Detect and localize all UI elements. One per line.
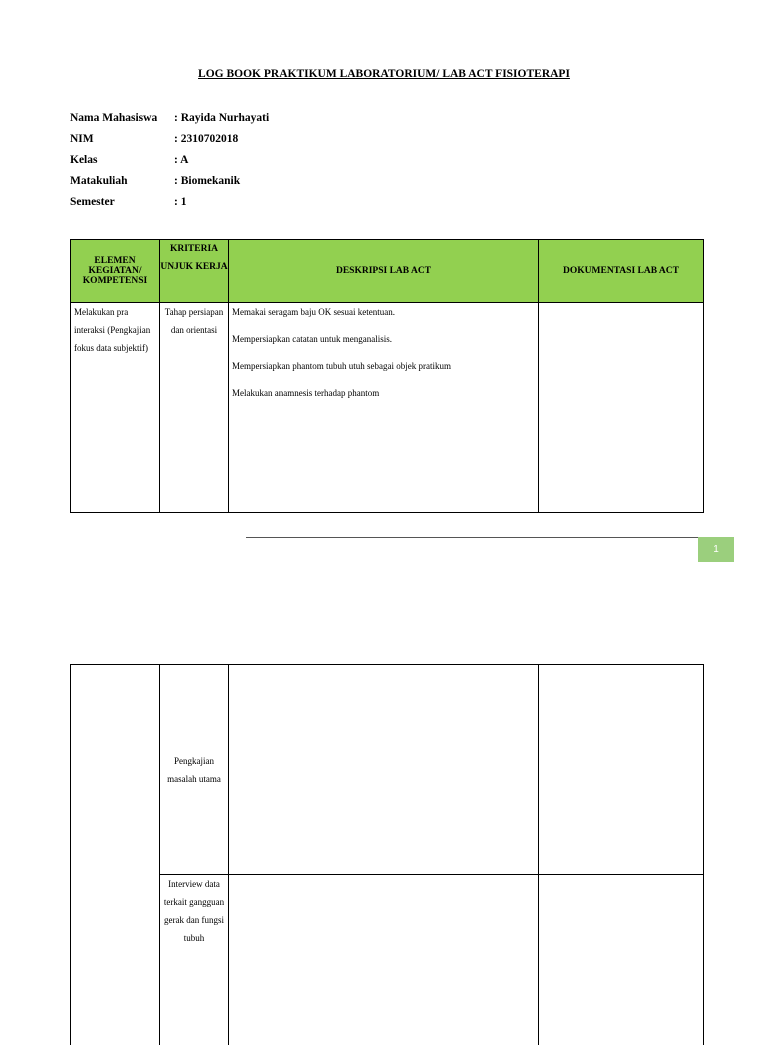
- document-title: LOG BOOK PRAKTIKUM LABORATORIUM/ LAB ACT FISIOTERAPI: [198, 68, 570, 80]
- cell-kriteria: Tahap persiapan dan orientasi: [160, 303, 229, 513]
- table-row: [71, 665, 704, 875]
- footer-divider: [246, 537, 698, 538]
- deskripsi-item: Memakai seragam baju OK sesuai ketentuan.: [232, 307, 395, 317]
- cell-dokumentasi: [539, 665, 704, 875]
- cell-dokumentasi: [539, 875, 704, 1045]
- cell-deskripsi: [229, 665, 539, 875]
- info-label: Matakuliah: [70, 175, 128, 187]
- info-value: : 1: [174, 196, 187, 208]
- deskripsi-item: Melakukan anamnesis terhadap phantom: [232, 388, 380, 398]
- info-label: Kelas: [70, 154, 98, 166]
- cell-elemen: [71, 665, 160, 1045]
- header-elemen: ELEMEN KEGIATAN/ KOMPETENSI: [71, 240, 160, 303]
- header-kriteria: KRITERIA UNJUK KERJA: [160, 240, 229, 303]
- cell-elemen: Melakukan pra interaksi (Pengkajian fokus data subjektif): [71, 303, 160, 513]
- table-row: [71, 303, 704, 513]
- header-deskripsi: DESKRIPSI LAB ACT: [229, 240, 539, 303]
- cell-kriteria: Interview data terkait gangguan gerak dan fungsi tubuh: [160, 875, 229, 1045]
- info-label: NIM: [70, 133, 94, 145]
- header-dokumentasi: DOKUMENTASI LAB ACT: [539, 240, 704, 303]
- info-label: Semester: [70, 196, 115, 208]
- page-number-badge: 1: [698, 537, 734, 562]
- cell-deskripsi: [229, 303, 539, 513]
- info-label: Nama Mahasiswa: [70, 112, 158, 124]
- deskripsi-item: Mempersiapkan phantom tubuh utuh sebagai objek pratikum: [232, 361, 451, 371]
- info-value: : Biomekanik: [174, 175, 241, 187]
- cell-deskripsi: [229, 875, 539, 1045]
- cell-kriteria: Pengkajian masalah utama: [160, 665, 229, 875]
- logbook-table-continued: [70, 664, 704, 1045]
- deskripsi-item: Mempersiapkan catatan untuk menganalisis.: [232, 334, 392, 344]
- info-value: : Rayida Nurhayati: [174, 112, 270, 124]
- table-row: [71, 875, 704, 1045]
- info-value: : 2310702018: [174, 133, 239, 145]
- logbook-table: [70, 239, 704, 513]
- cell-dokumentasi: [539, 303, 704, 513]
- info-value: : A: [174, 154, 189, 166]
- table-header-row: [71, 240, 704, 303]
